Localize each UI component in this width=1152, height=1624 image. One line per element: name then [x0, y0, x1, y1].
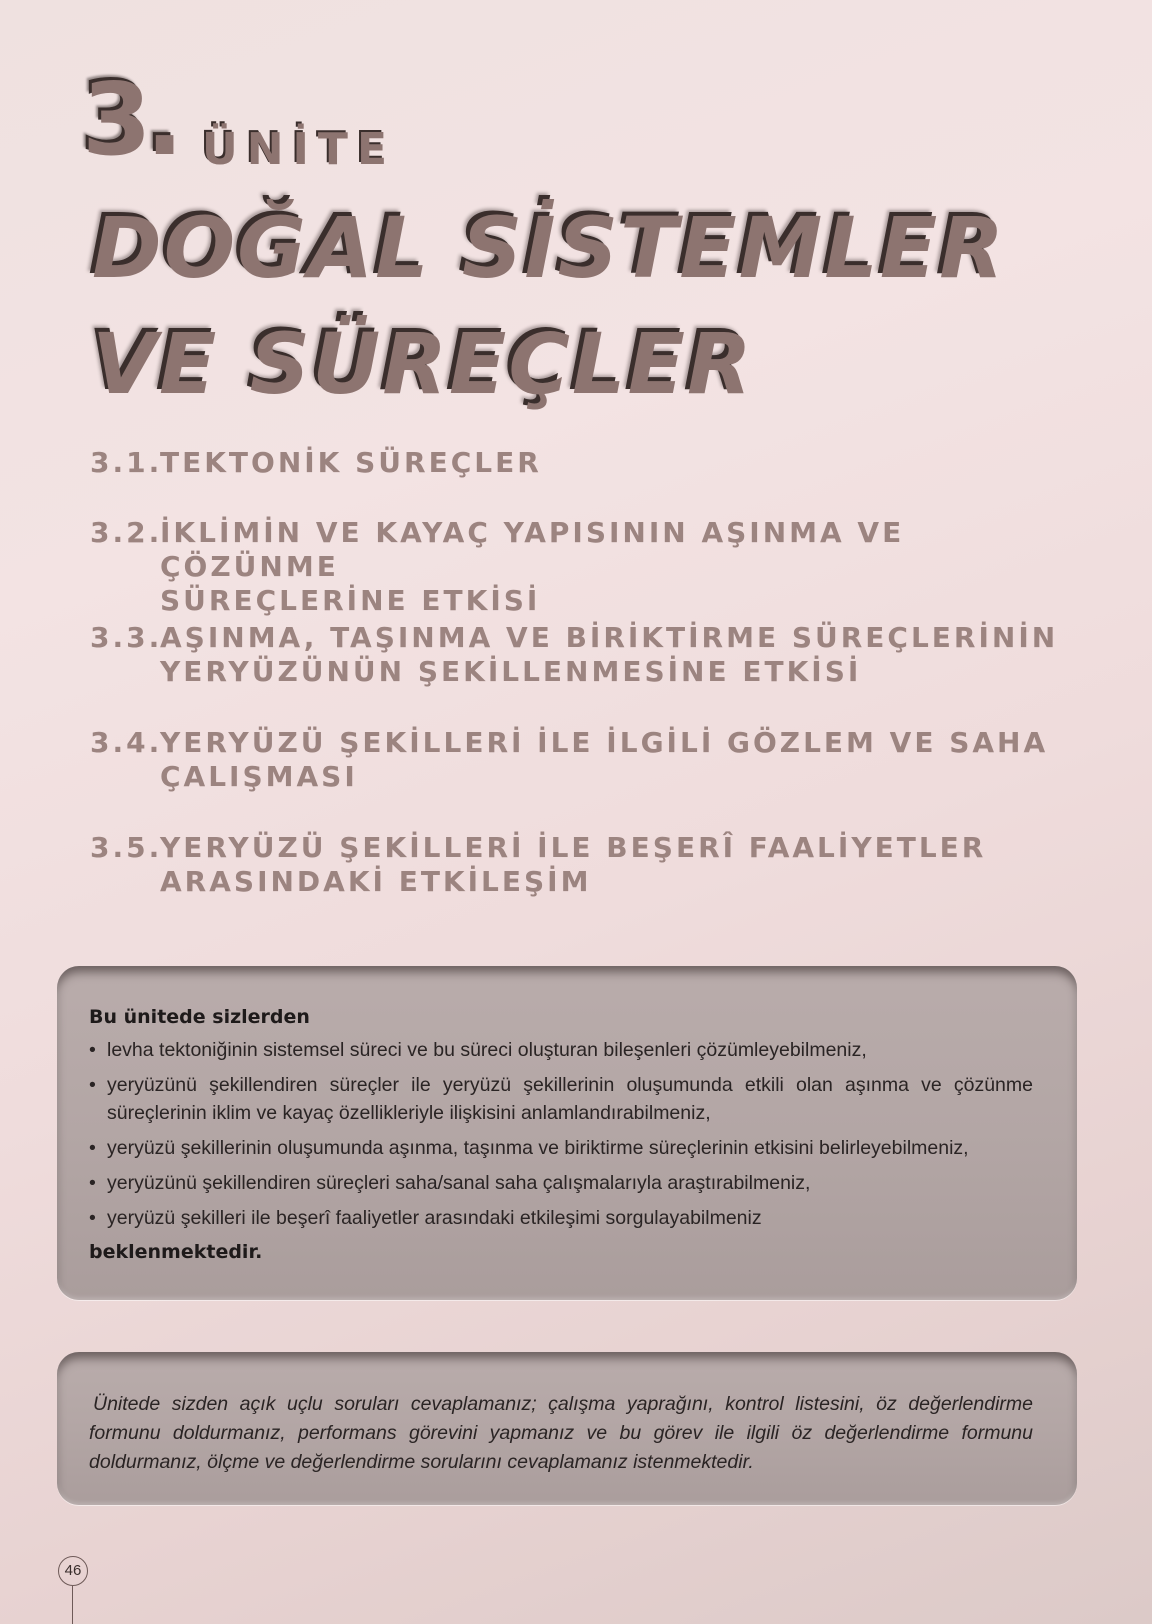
goal-item: • yeryüzünü şekillendiren süreçleri saha/sanal saha çalışmalarıyla araştırabilmeniz, [89, 1169, 1033, 1197]
unit-title-line1: DOĞAL SİSTEMLER [92, 199, 1006, 297]
toc-item-3-3 [90, 621, 1090, 691]
toc-label [160, 726, 1090, 794]
toc-label-line2: ÇALIŞMASI [160, 760, 358, 793]
toc-label [160, 621, 1090, 689]
toc-label-line2: YERYÜZÜNÜN ŞEKİLLENMESİNE ETKİSİ [160, 655, 862, 688]
toc-number: 3.5. [90, 831, 163, 864]
tasks-text: Ünitede sizden açık uçlu soruları cevaplamanız; çalışma yaprağını, kontrol listesini, öz değerlendirme formunu doldurmanız, performans görevini yapmanız ve bu görev ile ilgili öz değerlendirme formunu doldurmanız, ölçme ve değerlendirme sorularını cevaplamanız istenmektedir. [89, 1393, 1033, 1473]
unit-label: ÜNİTE [202, 124, 396, 175]
unit-number: 3. [82, 61, 178, 178]
toc-label-line1: YERYÜZÜ ŞEKİLLERİ İLE BEŞERÎ FAALİYETLER [160, 831, 987, 864]
goal-item: • levha tektoniğinin sistemsel süreci ve bu süreci oluşturan bileşenleri çözümleyebilmeniz, [89, 1036, 1033, 1064]
goals-list [89, 1036, 1033, 1232]
unit-title [92, 190, 1092, 422]
unit-title-line2: VE SÜREÇLER [92, 315, 754, 413]
goals-intro: Bu ünitede sizlerden [89, 1006, 310, 1028]
goal-item: • yeryüzünü şekillendiren süreçler ile yeryüzü şekillerinin oluşumunda etkili olan aşınma ve çözünme süreçlerinin iklim ve kayaç özellikleriyle ilişkisini anlamlandırabilmeniz, [89, 1071, 1033, 1127]
toc-label [160, 446, 1090, 480]
goal-item: • yeryüzü şekillerinin oluşumunda aşınma, taşınma ve biriktirme süreçlerinin etkisini belirleyebilmeniz, [89, 1134, 1033, 1162]
assessment-tasks-box [57, 1352, 1077, 1505]
toc-number: 3.1. [90, 446, 163, 479]
toc-label-line1: TEKTONİK SÜREÇLER [160, 446, 542, 479]
toc-item-3-4 [90, 726, 1090, 796]
learning-goals-box [57, 966, 1077, 1300]
table-of-contents [90, 446, 1090, 936]
goals-outro: beklenmektedir. [89, 1241, 263, 1263]
toc-label-line2: ARASINDAKİ ETKİLEŞİM [160, 865, 592, 898]
toc-label-line1: İKLİMİN VE KAYAÇ YAPISININ AŞINMA VE ÇÖZÜNME [160, 516, 905, 583]
toc-label-line1: AŞINMA, TAŞINMA VE BİRİKTİRME SÜREÇLERİNİN [160, 621, 1059, 654]
page-number: 46 [58, 1556, 88, 1586]
toc-label-line1: YERYÜZÜ ŞEKİLLERİ İLE İLGİLİ GÖZLEM VE SAHA [160, 726, 1049, 759]
toc-item-3-1 [90, 446, 1090, 481]
toc-item-3-5 [90, 831, 1090, 901]
toc-number: 3.2. [90, 516, 163, 549]
page-number-line [72, 1586, 73, 1624]
toc-item-3-2 [90, 516, 1090, 617]
toc-number: 3.4. [90, 726, 163, 759]
toc-label [160, 831, 1090, 899]
goal-item: • yeryüzü şekilleri ile beşerî faaliyetler arasındaki etkileşimi sorgulayabilmeniz [89, 1204, 1033, 1232]
toc-label [160, 516, 1090, 618]
toc-number: 3.3. [90, 621, 163, 654]
toc-label-line2: SÜREÇLERİNE ETKİSİ [160, 584, 541, 617]
